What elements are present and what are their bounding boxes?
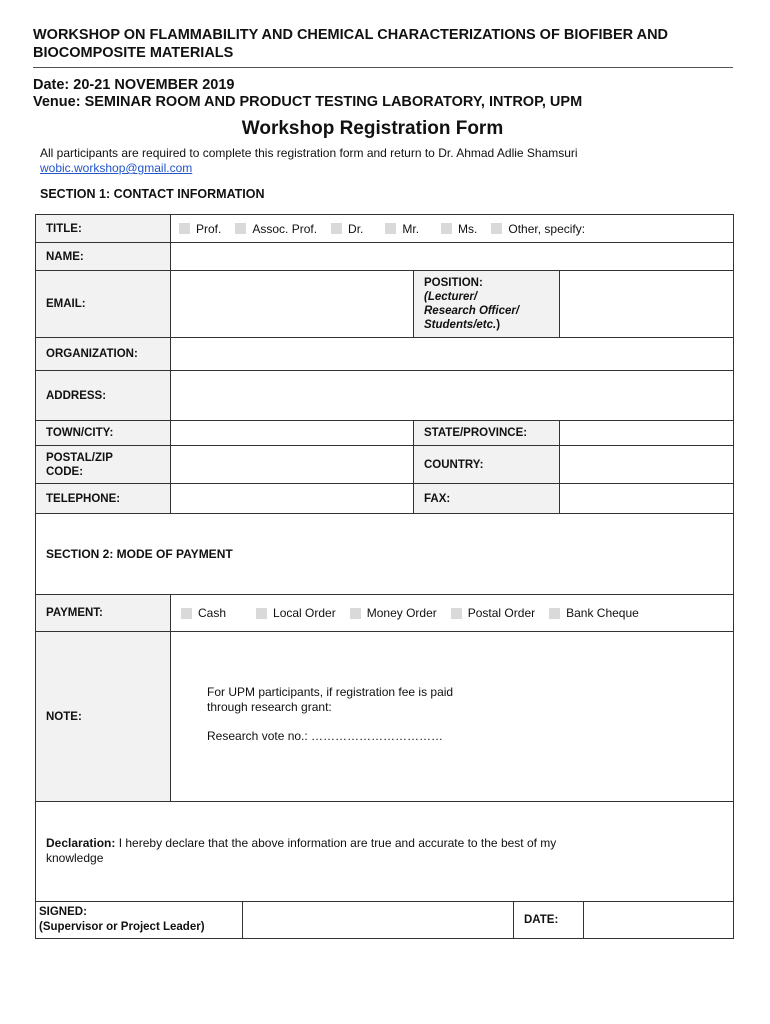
title-option-assoc-prof[interactable] [235,222,317,236]
position-label-line: (Lecturer/ [424,291,478,303]
telephone-label-text: TELEPHONE: [46,492,121,505]
fax-label [413,483,560,514]
position-label [413,270,560,338]
title-option-ms[interactable] [441,222,477,236]
payment-label [35,594,171,632]
signed-label-line: SIGNED: [39,906,87,918]
signed-label [35,901,243,939]
workshop-venue: Venue: SEMINAR ROOM AND PRODUCT TESTING LABORATORY, INTROP, UPM [33,94,583,110]
declaration-text [46,836,706,866]
title-option-label: Ms. [458,221,478,236]
checkbox-icon[interactable] [491,223,502,234]
position-label-text: Students/etc. [424,319,497,331]
checkbox-icon[interactable] [235,223,246,234]
country-label [413,445,560,484]
position-field[interactable] [559,270,734,338]
address-label-text: ADDRESS: [46,389,107,402]
payment-option-money-order[interactable] [350,606,437,620]
state-label-text: STATE/PROVINCE: [424,427,528,439]
payment-option-bank-cheque[interactable] [549,606,639,620]
checkbox-icon[interactable] [256,608,267,619]
signed-label-line: (Supervisor or Project Leader) [39,921,205,933]
name-field[interactable] [170,242,734,271]
payment-options [170,594,734,632]
position-label-text: Lecturer/ [427,291,478,303]
payment-option-label: Postal Order [467,606,536,620]
payment-option-label: Bank Cheque [566,606,639,620]
date-field[interactable] [583,901,734,939]
title-option-mr[interactable] [385,222,419,236]
email-label-text: EMAIL: [46,298,86,310]
declaration-label: Declaration: [46,836,116,850]
section1-heading: SECTION 1: CONTACT INFORMATION [40,187,265,201]
email-field[interactable] [170,270,414,338]
payment-option-local-order[interactable] [256,606,336,620]
note-label [35,631,171,802]
title-label-text: TITLE: [46,222,82,235]
title-option-other[interactable] [491,222,585,236]
payment-option-label: Cash [198,606,227,620]
town-label [35,420,171,446]
title-option-label: Dr. [348,221,364,236]
title-option-dr[interactable] [331,222,363,236]
section2-heading [35,513,734,595]
email-label [35,270,171,338]
title-option-label: Prof. [196,221,222,236]
checkbox-icon[interactable] [385,223,396,234]
postal-label-line: POSTAL/ZIP [46,451,113,464]
checkbox-icon[interactable] [549,608,560,619]
payment-option-label: Money Order [366,606,437,620]
note-content [170,631,734,802]
checkbox-icon[interactable] [350,608,361,619]
town-label-text: TOWN/CITY: [46,427,114,439]
position-label-line: Research Officer/ [424,305,520,317]
position-label-line: POSITION: [424,277,483,289]
title-option-label: Other, specify: [508,221,586,236]
postal-field[interactable] [170,445,414,484]
address-field[interactable] [170,370,734,421]
research-vote-field[interactable]: Research vote no.: …………………………… [207,729,444,743]
header-divider [33,67,733,68]
declaration-statement: knowledge [46,851,104,865]
workshop-date: Date: 20-21 NOVEMBER 2019 [33,77,235,93]
name-label [35,242,171,271]
payment-option-postal-order[interactable] [451,606,535,620]
date-label [513,901,584,939]
state-label [413,420,560,446]
payment-option-label: Local Order [273,606,336,620]
checkbox-icon[interactable] [179,223,190,234]
country-label-text: COUNTRY: [424,458,484,471]
signature-field[interactable] [242,901,514,939]
note-text [207,685,453,744]
intro-text [40,146,740,176]
note-label-text: NOTE: [46,710,82,723]
note-line: through research grant: [207,700,332,714]
title-option-prof[interactable] [179,222,221,236]
fax-field[interactable] [559,483,734,514]
contact-email-link[interactable]: wobic.workshop@gmail.com [40,161,193,175]
payment-option-cash[interactable] [181,606,226,620]
organization-field[interactable] [170,337,734,371]
postal-label-line: CODE: [46,465,84,478]
section2-heading-text: SECTION 2: MODE OF PAYMENT [46,547,233,561]
title-option-label: Mr. [402,221,420,236]
checkbox-icon[interactable] [441,223,452,234]
position-label-line: Students/etc.) [424,319,501,331]
checkbox-icon[interactable] [451,608,462,619]
workshop-title-line2: BIOCOMPOSITE MATERIALS [33,45,234,61]
title-options [170,214,734,243]
town-field[interactable] [170,420,414,446]
checkbox-icon[interactable] [181,608,192,619]
date-label-text: DATE: [524,914,559,926]
address-label [35,370,171,421]
form-title: Workshop Registration Form [241,118,504,139]
declaration-statement: I hereby declare that the above information are true and accurate to the best of my [118,836,557,850]
telephone-field[interactable] [170,483,414,514]
organization-label [35,337,171,371]
note-line: For UPM participants, if registration fee is paid [207,685,454,699]
intro-instruction: All participants are required to complete this registration form and return to Dr. Ahmad Adlie Shamsuri [40,146,578,160]
title-option-label: Assoc. Prof. [252,221,318,236]
fax-label-text: FAX: [424,492,451,505]
organization-label-text: ORGANIZATION: [46,348,138,360]
postal-label [35,445,171,484]
name-label-text: NAME: [46,250,84,263]
state-field[interactable] [559,420,734,446]
workshop-title-line1: WORKSHOP ON FLAMMABILITY AND CHEMICAL CHARACTERIZATIONS OF BIOFIBER AND [33,27,669,43]
country-field[interactable] [559,445,734,484]
telephone-label [35,483,171,514]
title-label [35,214,171,243]
payment-label-text: PAYMENT: [46,607,103,619]
declaration-box [35,801,734,902]
checkbox-icon[interactable] [331,223,342,234]
